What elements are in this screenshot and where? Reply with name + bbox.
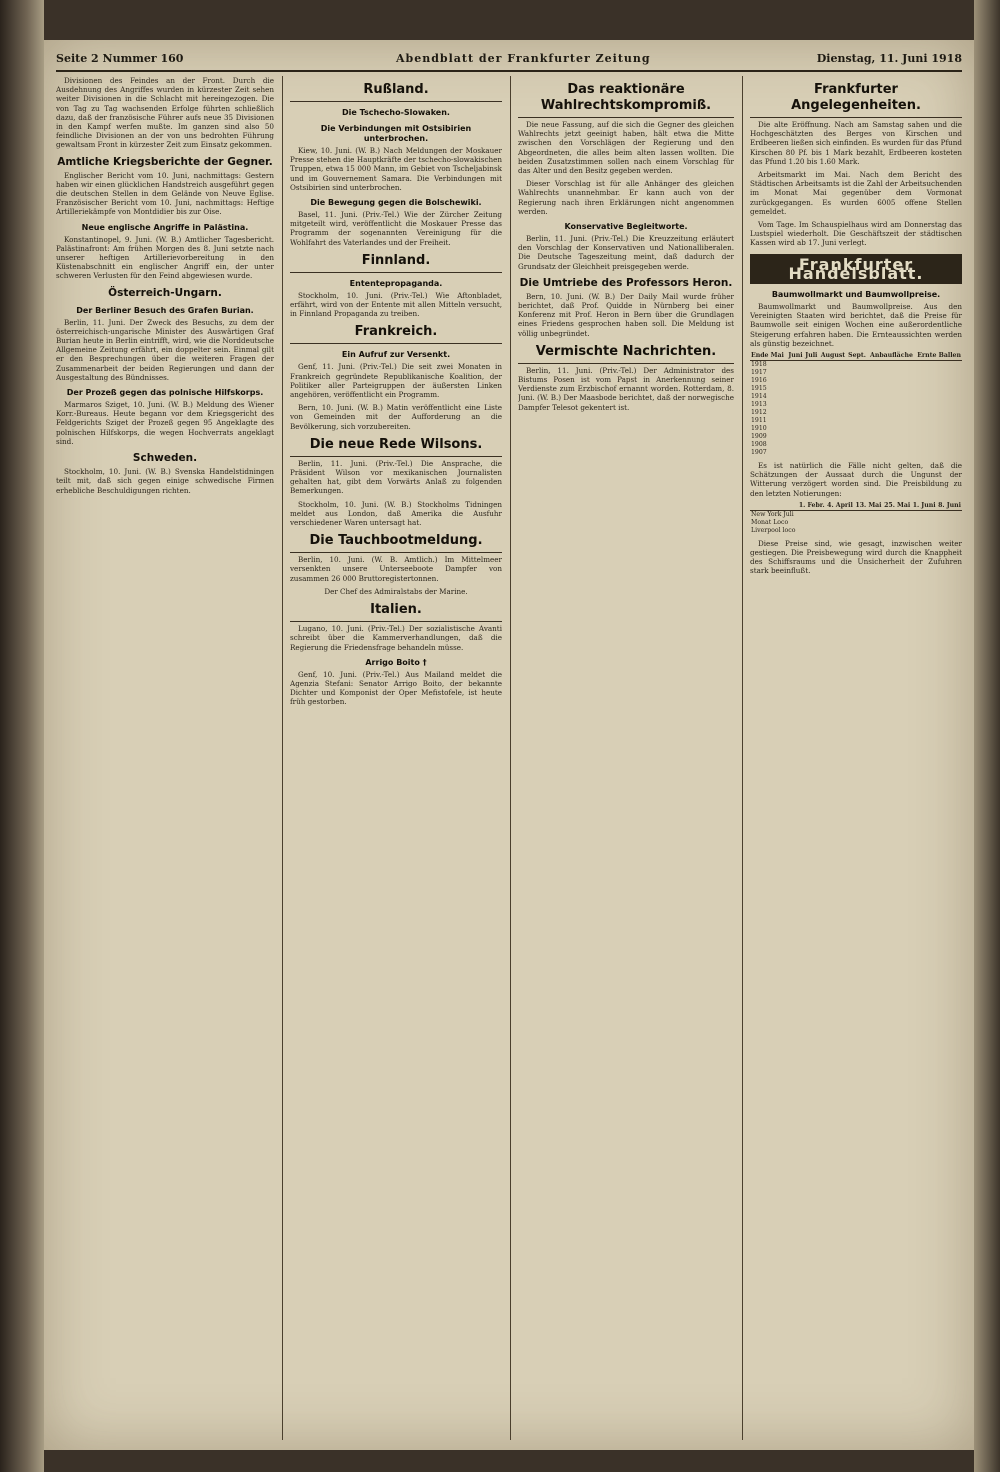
table-cell	[854, 519, 883, 527]
book-binding	[0, 0, 44, 1472]
table-cell: 1909	[751, 433, 767, 441]
article-text: Lugano, 10. Juni. (Priv.-Tel.) Der sozialistische Avanti schreibt über die Kammerverhandlungen, daß die Regierung die Friedensfrage behandeln müsse.	[290, 624, 502, 652]
section-heading: Das reaktionäre Wahlrechtskompromiß.	[518, 82, 734, 118]
table-cell	[826, 510, 854, 519]
table-cell: Monat Loco	[751, 518, 789, 526]
section-heading: Die Tauchbootmeldung.	[290, 533, 502, 553]
table-cell	[846, 361, 867, 370]
subheading: Die Tschecho-Slowaken.	[342, 108, 450, 117]
issue-date: Dienstag, 11. Juni 1918	[816, 52, 962, 65]
table-cell	[883, 519, 912, 527]
subheading: Konservative Begleitworte.	[564, 222, 688, 232]
article-text: Berlin, 11. Juni. (Priv.-Tel.) Die Ansprache, die Präsident Wilson vor mexikanischen Journalisten gehalten hat, gibt dem Vorwärts Anlaß zu folgenden Bemerkungen.	[290, 458, 502, 496]
subheading: Die Bewegung gegen die Bolschewiki.	[310, 198, 482, 208]
table-cell	[914, 361, 962, 370]
table-cell: 1911	[751, 417, 767, 425]
article-text: Genf, 11. Juni. (Priv.-Tel.) Die seit zwei Monaten in Frankreich gegründete Republikanische Koalition, der Politiker aller Parteigruppen der äußersten Linken angehören, veröffentlicht ein Programm.	[290, 362, 502, 400]
article-text: Arbeitsmarkt im Mai. Nach dem Bericht des Städtischen Arbeitsamts ist die Zahl der Arbeitsuchenden im Monat Mai gegenüber dem Vormonat zurückgegangen. Es wurden 6005 offene Stellen gemeldet.	[750, 170, 962, 216]
table-cell	[804, 417, 819, 425]
article-text: Vom Tage. Im Schauspielhaus wird am Donnerstag das Lustspiel wiederholt. Die Geschäftszeit der städtischen Kassen wird ab 17. Juni verlegt.	[750, 220, 962, 248]
article-text: Berlin, 10. Juni. (W. B. Amtlich.) Im Mittelmeer versenkten unsere Unterseeboote Dampfer von zusammen 26 000 Bruttoregistertonnen.	[290, 555, 502, 583]
table-cell: 1914	[751, 393, 767, 401]
table-cell	[914, 393, 962, 401]
article-text: Marmaros Sziget, 10. Juni. (W. B.) Meldung des Wiener Korr.-Bureaus. Heute begann vor dem Kriegsgericht des Feldgerichts Sziget der Prozeß gegen 95 Angeklagte des polnischen Hilfskorps, die wegen Hochverrats angeklagt sind.	[56, 400, 274, 446]
table-cell	[818, 385, 846, 393]
table-cell	[804, 361, 819, 370]
table-row	[750, 393, 962, 401]
article-text: Die neue Fassung, auf die sich die Gegner des gleichen Wahlrechts jetzt geeinigt haben, hält etwa die Mitte zwischen den Vorschlägen der Regierung und den Abgeordneten, die alles beim alten lassen wollten. Die beiden Zusatzstimmen sollen nach einem Vorschlag für das Alter und den Besitz gegeben werden.	[518, 120, 734, 176]
table-cell	[804, 377, 819, 385]
section-heading: Finnland.	[290, 253, 502, 273]
section-heading: Die Umtriebe des Professors Heron.	[519, 276, 733, 289]
table-cell	[867, 417, 914, 425]
table-cell	[787, 369, 804, 377]
table-cell	[867, 361, 914, 370]
article-text: Bern, 10. Juni. (W. B.) Der Daily Mail wurde früher berichtet, daß Prof. Quidde in Nürnberg bei einer Konferenz mit Prof. Heron in Bern über die Grundlagen eines Friedens gesprochen haben soll. Die Meldung ist völlig unbegründet.	[518, 291, 734, 338]
table-cell	[804, 369, 819, 377]
article-text: Bern, 10. Juni. (W. B.) Matin veröffentlicht eine Liste von Gemeinden mit der Aufforderung an die Bevölkerung, sich vorzubereiten.	[290, 403, 502, 431]
table-row	[750, 527, 962, 535]
table-cell	[914, 449, 962, 457]
table-cell	[826, 519, 854, 527]
table-cell	[911, 510, 936, 519]
table-cell	[818, 361, 846, 370]
table-cell	[797, 510, 825, 519]
table-cell	[787, 417, 804, 425]
section-heading: Frankfurter Angelegenheiten.	[750, 82, 962, 118]
table-cell	[818, 417, 846, 425]
table-cell	[804, 433, 819, 441]
table-cell	[883, 510, 912, 519]
table-cell	[867, 441, 914, 449]
table-header: 13. Mai	[855, 501, 882, 509]
article-text: Berlin, 11. Juni. (Priv.-Tel.) Die Kreuzzeitung erläutert den Vorschlag der Konservativen und Nationalliberalen. Die Deutsche Tageszeitung meint, daß dadurch der Grundsatz der Gleichheit preisgegeben werde.	[518, 234, 734, 271]
column-rule	[282, 76, 283, 1440]
table-cell	[787, 409, 804, 417]
table-cell: 1907	[751, 449, 767, 457]
table-header: 1. Juni	[912, 501, 936, 509]
article-text: Stockholm, 10. Juni. (Priv.-Tel.) Wie Aftonbladet, erfährt, wird von der Entente mit allen Mitteln versucht, in Finnland Propaganda zu treiben.	[290, 290, 502, 319]
subheading: Der Prozeß gegen das polnische Hilfskorps.	[66, 388, 264, 398]
table-row	[750, 361, 962, 370]
table-cell	[867, 401, 914, 409]
table-row	[750, 519, 962, 527]
column-2	[290, 76, 502, 1442]
table-header: 1. Febr.	[798, 501, 825, 509]
page-edge	[974, 0, 1000, 1472]
column-rule	[742, 76, 743, 1440]
table-cell	[867, 377, 914, 385]
table-cell	[818, 377, 846, 385]
article-text: Basel, 11. Juni. (Priv.-Tel.) Wie der Zürcher Zeitung mitgeteilt wird, veröffentlicht die Moskauer Presse das Programm der sogenannten Vereinigung für die Wohlfahrt des Vaterlandes und der Freiheit.	[290, 210, 502, 247]
section-heading: Italien.	[290, 602, 502, 622]
table-cell	[914, 385, 962, 393]
table-cell	[937, 527, 962, 535]
table-cell	[787, 361, 804, 370]
article-text: Konstantinopel, 9. Juni. (W. B.) Amtlicher Tagesbericht. Palästinafront: Am frühen Morgen des 8. Juni setzte nach unserer heftigen Artillerievorbereitung in den Küstenabschnitt ein englischer Angriff ein, der unter schweren Verlusten für den Feind abgewiesen wurde.	[56, 234, 274, 281]
table-cell	[846, 441, 867, 449]
table-cell	[818, 433, 846, 441]
table-cell	[797, 519, 825, 527]
section-heading: Rußland.	[290, 82, 502, 102]
table-cell	[826, 527, 854, 535]
article-text: Baumwollmarkt und Baumwollpreise. Aus den Vereinigten Staaten wird berichtet, daß die Preise für Baumwolle seit einigen Wochen eine außerordentliche Steigerung erfahren haben. Die Ernteaussichten werden als günstig bezeichnet.	[750, 302, 962, 348]
table-cell	[914, 377, 962, 385]
table-cell	[914, 425, 962, 433]
article-text: Stockholm, 10. Juni. (W. B.) Stockholms Tidningen meldet aus London, daß Amerika die Ausfuhr verschiedener Waren untersagt hat.	[290, 499, 502, 528]
table-cell	[846, 401, 867, 409]
cotton-price-table	[750, 502, 962, 535]
article-text: Genf, 10. Juni. (Priv.-Tel.) Aus Mailand meldet die Agenzia Stefani: Senator Arrigo Boito, der bekannte Dichter und Komponist der Oper Mefistofele, ist heute früh gestorben.	[290, 669, 502, 707]
table-cell	[854, 510, 883, 519]
table-cell	[911, 527, 936, 535]
table-cell: 1912	[751, 409, 767, 417]
table-cell: 1915	[751, 385, 767, 393]
table-header: August	[818, 352, 846, 361]
table-cell	[846, 385, 867, 393]
table-cell	[818, 425, 846, 433]
table-cell	[846, 449, 867, 457]
table-cell	[914, 433, 962, 441]
section-banner: Frankfurter Handelsblatt.	[750, 254, 962, 284]
table-cell	[787, 441, 804, 449]
table-cell: 1910	[751, 425, 767, 433]
table-cell	[883, 527, 912, 535]
table-cell	[797, 527, 825, 535]
table-cell	[787, 385, 804, 393]
table-row	[750, 433, 962, 441]
table-cell: 1918	[751, 361, 767, 369]
table-cell	[867, 425, 914, 433]
subheading: Ein Aufruf zur Versenkt.	[341, 350, 451, 360]
table-cell: Liverpool loco	[751, 526, 796, 534]
article-text: Es ist natürlich die Fälle nicht gelten, daß die Schätzungen der Aussaat durch die Ungunst der Witterung verzögert worden sind. Die Preisbildung zu den letzten Notierungen:	[750, 461, 962, 498]
table-cell	[818, 393, 846, 401]
headline: Amtliche Kriegsberichte der Gegner.	[57, 155, 273, 168]
cotton-statistics-table	[750, 352, 962, 457]
table-cell	[818, 441, 846, 449]
table-cell	[867, 433, 914, 441]
section-heading: Frankreich.	[290, 324, 502, 344]
section-heading: Vermischte Nachrichten.	[518, 344, 734, 364]
section-heading: Schweden.	[132, 452, 198, 465]
table-cell	[818, 449, 846, 457]
table-cell	[846, 425, 867, 433]
table-cell	[867, 385, 914, 393]
table-header: Ernte Ballen	[914, 352, 962, 361]
table-header: 8. Juni	[938, 501, 961, 509]
table-cell	[787, 401, 804, 409]
table-cell	[787, 433, 804, 441]
table-cell	[914, 369, 962, 377]
table-cell	[846, 433, 867, 441]
table-row	[750, 409, 962, 417]
masthead	[56, 50, 962, 72]
subheading: Arrigo Boito †	[365, 657, 427, 667]
table-cell	[867, 449, 914, 457]
table-row	[750, 401, 962, 409]
table-cell	[914, 401, 962, 409]
newspaper-page	[44, 40, 974, 1450]
page-number: Seite 2 Nummer 160	[56, 52, 184, 65]
section-heading: Österreich-Ungarn.	[108, 286, 222, 299]
article-text: Diese Preise sind, wie gesagt, inzwischen weiter gestiegen. Die Preisbewegung wird durch die Knappheit des Schiffsraums und die Unsicherheit der Zufuhren stark beeinflußt.	[750, 538, 962, 576]
table-header: Ende Mai	[750, 352, 787, 361]
table-cell	[914, 417, 962, 425]
table-row	[750, 377, 962, 385]
article-text: Die alte Eröffnung. Nach am Samstag sahen und die Hochgeschätzten des Berges von Kirschen und Erdbeeren ließen sich einfinden. Es wurden für das Pfund Kirschen 80 Pf. bis 1 Mark bezahlt, Erdbeeren kosteten das Pfund 1.20 bis 1.60 Mark.	[750, 120, 962, 166]
article-text: Berlin, 11. Juni. (Priv.-Tel.) Der Administrator des Bistums Posen ist vom Papst in Anerkennung seiner Verdienste zum Erzbischof ernannt worden. Rotterdam, 8. Juni. (W. B.) Der Maasbode berichtet, daß der norwegische Dampfer Telesot gekentert ist.	[518, 365, 734, 412]
article-text: Dieser Vorschlag ist für alle Anhänger des gleichen Wahlrechts unannehmbar. Er kann auch von der Regierung nach ihren Erklärungen nicht angenommen werden.	[518, 179, 734, 216]
table-cell	[787, 393, 804, 401]
table-header: Anbaufläche	[867, 352, 914, 361]
headline: Neue englische Angriffe in Palästina.	[81, 222, 249, 232]
table-row	[750, 441, 962, 449]
column-3	[518, 76, 734, 1442]
table-cell: New York Juli	[751, 510, 794, 518]
article-text: Englischer Bericht vom 10. Juni, nachmittags: Gestern haben wir einen glücklichen Handstreich ausgeführt gegen die deutschen Stellen in dem Gelände von Neuve Eglise. Französischer Bericht vom 10. Juni, nachmittags: Heftige Artilleriekämpfe von Montdidier bis zur Oise.	[56, 170, 274, 217]
column-rule	[510, 76, 511, 1440]
table-header: 25. Mai	[884, 501, 911, 509]
table-header: Sept.	[848, 352, 866, 360]
table-cell	[846, 393, 867, 401]
table-cell	[804, 401, 819, 409]
subheading: Die Verbindungen mit Ostsibirien unterbrochen.	[320, 124, 472, 143]
table-cell	[867, 393, 914, 401]
section-heading: Die neue Rede Wilsons.	[290, 437, 502, 457]
table-cell	[854, 527, 883, 535]
table-cell	[937, 510, 962, 519]
table-cell	[914, 409, 962, 417]
table-cell	[846, 377, 867, 385]
article-text: Divisionen des Feindes an der Front. Durch die Ausdehnung des Angriffes wurden in kürzester Zeit sehen weiter Divisionen in die Schlacht mit hereingezogen. Die von Tag zu Tag wachsenden Erfolge führten schließlich dazu, daß der französische Führer aufs neue 35 Divisionen in den Kampf werfen mußte. Im ganzen sind also 50 feindliche Divisionen an der von uns bedrohten Führung gewaltsam Front in kürzester Zeit zum Einsatz gekommen.	[56, 76, 274, 150]
table-cell: 1913	[751, 401, 767, 409]
table-cell: 1917	[751, 369, 767, 377]
article-text: Kiew, 10. Juni. (W. B.) Nach Meldungen der Moskauer Presse stehen die Hauptkräfte der tschecho-slowakischen Truppen, etwa 15 000 Mann, im Gebiet von Tscheljabinsk und im Gouvernement Samara. Die Verbindungen mit Ostsibirien sind unterbrochen.	[290, 146, 502, 192]
table-row	[750, 385, 962, 393]
table-cell	[818, 401, 846, 409]
subheading: Baumwollmarkt und Baumwollpreise.	[771, 290, 941, 300]
newspaper-title: Abendblatt der Frankfurter Zeitung	[396, 52, 651, 65]
column-4	[750, 76, 962, 1442]
column-1	[56, 76, 274, 1442]
subheading: Der Berliner Besuch des Grafen Burian.	[76, 305, 254, 315]
table-cell	[804, 385, 819, 393]
table-row	[750, 425, 962, 433]
table-cell	[914, 441, 962, 449]
table-cell	[787, 449, 804, 457]
table-row	[750, 449, 962, 457]
table-cell	[804, 441, 819, 449]
table-cell: 1916	[751, 377, 767, 385]
table-row	[750, 417, 962, 425]
table-cell	[818, 409, 846, 417]
table-header	[750, 502, 797, 511]
subheading: Ententepropaganda.	[349, 278, 443, 288]
table-cell	[846, 369, 867, 377]
table-cell	[804, 425, 819, 433]
table-cell	[911, 519, 936, 527]
article-text: Berlin, 11. Juni. Der Zweck des Besuchs, zu dem der österreichisch-ungarische Minister des Auswärtigen Graf Burian heute in Berlin eintrifft, wird, wie die Norddeutsche Allgemeine Zeitung erfährt, ein doppelter sein. Einmal gilt er den Besprechungen über die weiteren Fragen der Zusammenarbeit der beiden Regierungen und dann der Ausgestaltung des Bündnisses.	[56, 317, 274, 382]
table-header: 4. April	[827, 501, 853, 509]
signature-line: Der Chef des Admiralstabs der Marine.	[324, 586, 468, 596]
table-cell	[787, 425, 804, 433]
table-cell	[818, 369, 846, 377]
table-cell	[846, 409, 867, 417]
table-header: Juli	[805, 352, 818, 360]
table-cell	[804, 409, 819, 417]
table-row	[750, 369, 962, 377]
table-cell	[804, 449, 819, 457]
table-cell	[804, 393, 819, 401]
article-text: Stockholm, 10. Juni. (W. B.) Svenska Handelstidningen teilt mit, daß sich gegen einige schwedische Firmen erhebliche Beschuldigungen richten.	[56, 467, 274, 495]
table-cell	[937, 519, 962, 527]
table-cell	[787, 377, 804, 385]
table-row	[750, 510, 962, 519]
table-header: Juni	[788, 352, 803, 360]
table-cell	[867, 409, 914, 417]
table-cell	[846, 417, 867, 425]
table-cell: 1908	[751, 441, 767, 449]
table-cell	[867, 369, 914, 377]
